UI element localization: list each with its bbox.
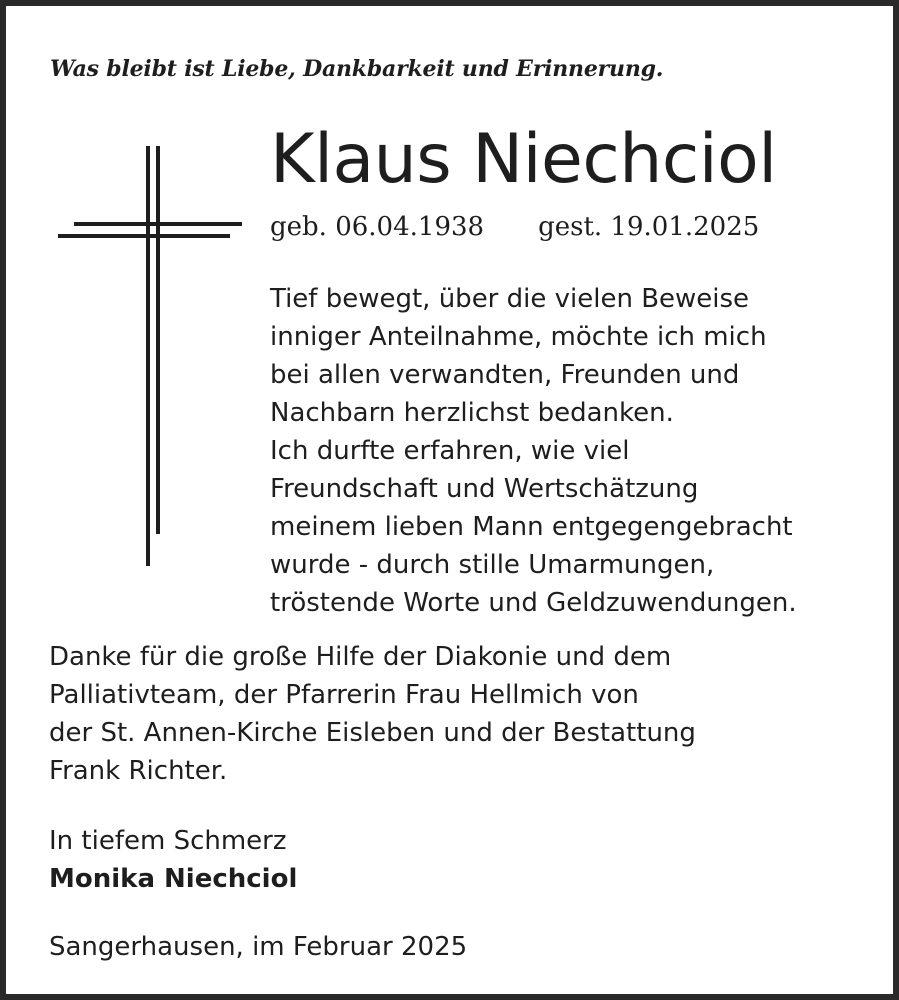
message-line: Tief bewegt, über die vielen Beweise bbox=[270, 284, 750, 314]
motto: Was bleibt ist Liebe, Dankbarkeit und Erinnerung. bbox=[50, 56, 664, 82]
message-line: Ich durfte erfahren, wie viel bbox=[270, 436, 630, 466]
place-and-date: Sangerhausen, im Februar 2025 bbox=[49, 932, 468, 962]
cross-icon bbox=[52, 140, 244, 568]
closing-block bbox=[49, 822, 297, 898]
acknowledgement-line: Danke für die große Hilfe der Diakonie und dem bbox=[49, 642, 672, 672]
message-line: Nachbarn herzlichst bedanken. bbox=[270, 398, 674, 428]
signer-name: Monika Niechciol bbox=[49, 864, 298, 894]
message-line: Freundschaft und Wertschätzung bbox=[270, 474, 699, 504]
message-line: tröstende Worte und Geldzuwendungen. bbox=[270, 588, 797, 618]
thank-you-message bbox=[270, 280, 797, 622]
death-date: gest. 19.01.2025 bbox=[538, 212, 760, 242]
closing-phrase: In tiefem Schmerz bbox=[49, 826, 287, 856]
deceased-name: Klaus Niechciol bbox=[270, 120, 777, 199]
birth-date: geb. 06.04.1938 bbox=[270, 212, 485, 242]
message-line: wurde - durch stille Umarmungen, bbox=[270, 550, 715, 580]
acknowledgement-line: Palliativteam, der Pfarrerin Frau Hellmich von bbox=[49, 680, 639, 710]
message-line: inniger Anteilnahme, möchte ich mich bbox=[270, 322, 767, 352]
acknowledgement-line: Frank Richter. bbox=[49, 756, 228, 786]
life-dates bbox=[270, 209, 759, 245]
message-line: meinem lieben Mann entgegengebracht bbox=[270, 512, 793, 542]
acknowledgements bbox=[49, 638, 696, 790]
message-line: bei allen verwandten, Freunden und bbox=[270, 360, 740, 390]
acknowledgement-line: der St. Annen-Kirche Eisleben und der Bestattung bbox=[49, 718, 696, 748]
